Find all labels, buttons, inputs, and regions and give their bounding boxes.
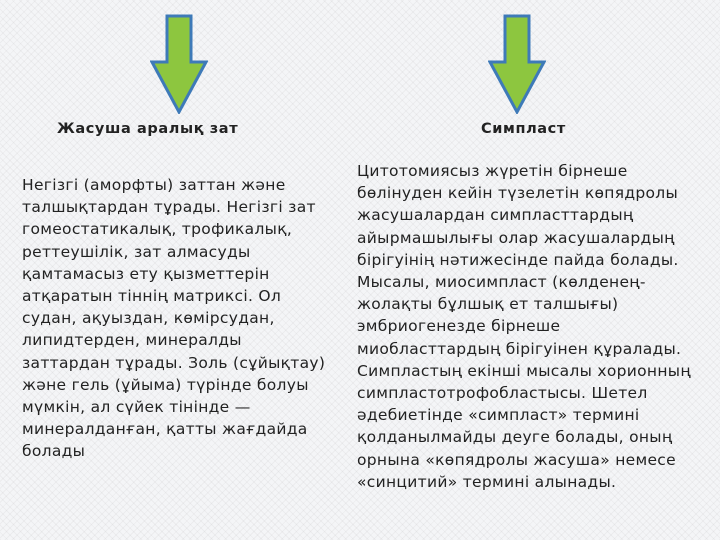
right-column-heading: Симпласт [481,121,566,137]
left-column-body: Негізгі (аморфты) заттан және талшықтардан тұрады. Негізгі зат гомеостатикалық, трофикалық, реттеушілік, зат алмасуды қамтамасыз ету қызметтерін атқаратын тіннің матриксі. Ол судан, ақуыздан, көмірсудан, липидтерден, минералды заттардан тұрады. Золь (сұйықтау) және гель (ұйыма) түрінде болуы мүмкін, ал сүйек тінінде — минералданған, қатты жағдайда болады [22,176,326,461]
right-column-body: Цитотомиясыз жүретін бірнеше бөлінуден кейін түзелетін көпядролы жасушалардан симпласттардың айырмашылығы олар жасушалардың бірігуінің нәтижесінде пайда болады. Мысалы, миосимпласт (көлденең-жолақты бұлшық ет талшығы) эмбриогенезде бірнеше миобласттардың бірігуінен құралады. Симпластың екінші мысалы хорионның симпластотрофобластысы. Шетел әдебиетінде «симпласт» термині қолданылмайды деуге болады, оның орнына «көпядролы жасуша» немесе «синцитий» термині алынады. [357,162,691,491]
right-down-arrow-icon [488,14,546,114]
left-down-arrow-icon [150,14,208,114]
left-column-heading: Жасуша аралық зат [57,121,239,137]
